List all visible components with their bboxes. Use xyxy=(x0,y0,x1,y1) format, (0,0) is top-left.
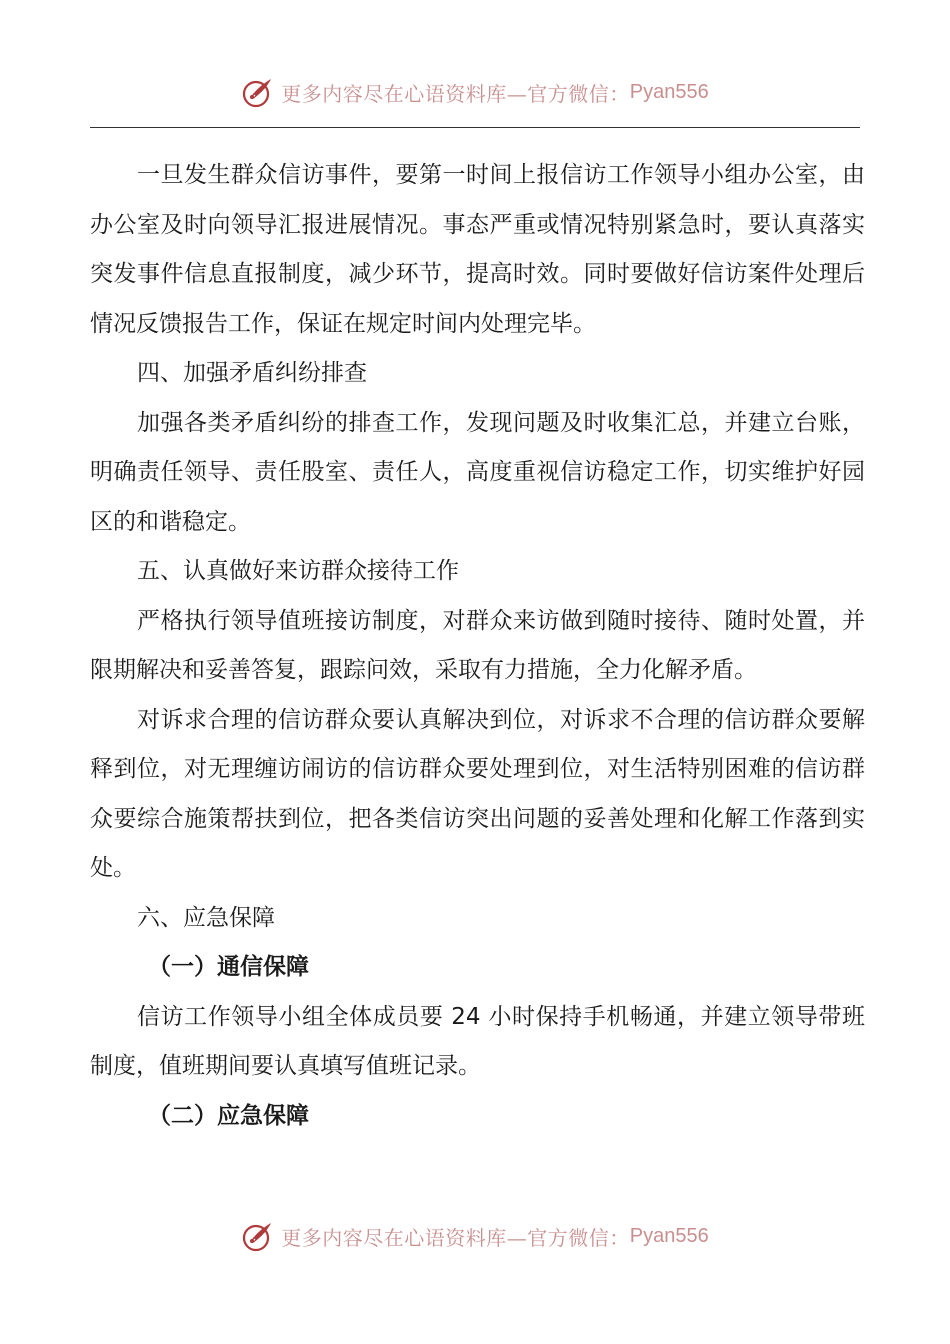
header-wechat-label: 官方微信： xyxy=(527,81,630,106)
paragraph-reception-duty: 严格执行领导值班接访制度，对群众来访做到随时接待、随时处置，并限期解决和妥善答复，跟踪问效，采取有力措施，全力化解矛盾。 xyxy=(90,607,865,683)
paragraph-communication: 信访工作领导小组全体成员要 24 小时保持手机畅通，并建立领导带班制度，值班期间要认真填写值班记录。 xyxy=(90,1003,865,1079)
section-heading-5: 五、认真做好来访群众接待工作 xyxy=(137,558,459,584)
header-promo-text: 更多内容尽在心语资料库— xyxy=(281,81,528,106)
quill-logo-icon xyxy=(241,1219,275,1253)
section-heading-4: 四、加强矛盾纠纷排查 xyxy=(137,360,367,386)
subheading-communication: （一）通信保障 xyxy=(148,954,309,980)
header-banner xyxy=(0,70,950,114)
document-body xyxy=(90,151,865,1141)
section-heading-6: 六、应急保障 xyxy=(137,904,275,931)
paragraph-report-procedure: 一旦发生群众信访事件，要第一时间上报信访工作领导小组办公室，由办公室及时向领导汇报进展情况。事态严重或情况特别紧急时，要认真落实突发事件信息直报制度，减少环节，提高时效。同时要做好信访案件处理后情况反馈报告工作，保证在规定时间内处理完毕。 xyxy=(90,162,865,337)
quill-logo-icon xyxy=(241,75,275,109)
footer-promo-text: 更多内容尽在心语资料库— xyxy=(281,1225,528,1250)
footer-wechat-id: Pyan556 xyxy=(629,1224,709,1247)
footer-banner xyxy=(0,1214,950,1258)
paragraph-dispute-screening: 加强各类矛盾纠纷的排查工作，发现问题及时收集汇总，并建立台账，明确责任领导、责任股室、责任人，高度重视信访稳定工作，切实维护好园区的和谐稳定。 xyxy=(90,409,865,535)
header-wechat-id: Pyan556 xyxy=(629,80,709,103)
header-divider xyxy=(90,127,860,128)
subheading-emergency: （二）应急保障 xyxy=(148,1102,309,1129)
footer-wechat-label: 官方微信： xyxy=(527,1225,630,1250)
paragraph-resolution-principles: 对诉求合理的信访群众要认真解决到位，对诉求不合理的信访群众要解释到位，对无理缠访闹访的信访群众要处理到位，对生活特别困难的信访群众要综合施策帮扶到位，把各类信访突出问题的妥善处理和化解工作落到实处。 xyxy=(90,706,865,881)
